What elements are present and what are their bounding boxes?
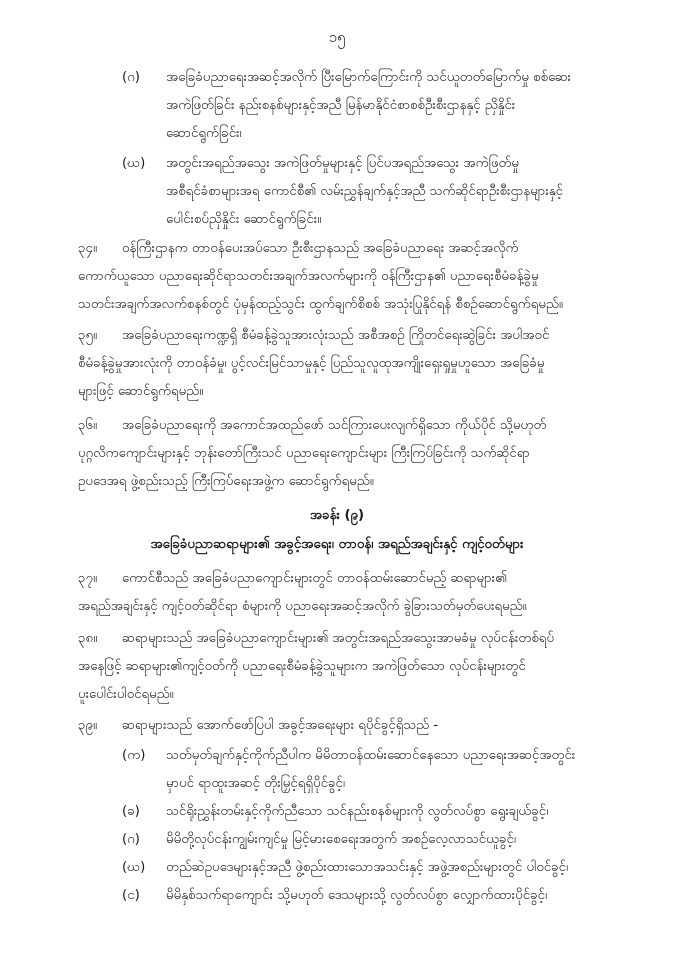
text-line: အတွင်းအရည်အသွေး အကဲဖြတ်မှုများနှင့် ပြင်ပအရည်အသွေး အကဲဖြတ်မှု	[166, 156, 519, 171]
text-line: ဆောင်ရွက်ခြင်း၊	[166, 126, 242, 141]
subitem-label-gha: (ဃ)	[122, 156, 146, 171]
subitem-ga2-text	[166, 826, 516, 854]
text-line: တည်ဆဲဥပဒေများနှင့်အညီ ဖွဲ့စည်းထားသောအသင်းနှင့် အဖွဲ့အစည်းများတွင် ပါဝင်ခွင့်၊	[166, 860, 569, 875]
text-line: ပေါင်းစပ်ညှိနှိုင်း ဆောင်ရွက်ခြင်း။	[166, 212, 322, 227]
section-35-text	[78, 322, 549, 406]
subitem-label-ga: (ဂ)	[122, 70, 140, 85]
section-39-text	[122, 712, 438, 740]
text-line: အခြေခံပညာရေးအဆင့်အလိုက် ပြီးမြောက်ကြောင်းကို သင်ယူတတ်မြောက်မှု စစ်ဆေး	[166, 70, 572, 85]
text-line: သတင်းအချက်အလက်စနစ်တွင် ပုံမှန်ထည့်သွင်း ထွက်ချက်စိစစ် အသုံးပြုနိုင်ရန် စီစဉ်ဆောင်ရွက်ရမည်။	[78, 297, 563, 312]
text-line: များဖြင့် ဆောင်ရွက်ရမည်။	[78, 384, 204, 399]
text-line: ပုဂ္ဂလိကကျောင်းများနှင့် ဘုန်းတော်ကြီးသင် ပညာရေးကျောင်းများ ကြီးကြပ်ခြင်းကို သက်ဆိုင်ရာ	[78, 446, 530, 461]
text-line: ကောက်ယူသော ပညာရေးဆိုင်ရာသတင်းအချက်အလက်များကို ဝန်ကြီးဌာန၏ ပညာရေးစီမံခန့်ခွဲမှု	[78, 269, 539, 284]
subitem-gha2-text	[166, 854, 568, 882]
section-number-35: ၃၅။	[78, 328, 97, 343]
subitem-label-ga2: (ဂ)	[122, 832, 140, 847]
text-line: ဆရာများသည် အောက်ဖော်ပြပါ အခွင့်အရေးများ ရပိုင်ခွင့်ရှိသည် -	[122, 718, 439, 733]
subitem-ga-text	[166, 64, 571, 148]
text-line: ကောင်စီသည် အခြေခံပညာကျောင်းများတွင် တာဝန်ထမ်းဆောင်မည့် ဆရာများ၏	[122, 571, 507, 586]
text-line: အရည်အချင်းနှင့် ကျင့်ဝတ်ဆိုင်ရာ စံများကို ပညာရေးအဆင့်အလိုက် ခွဲခြားသတ်မှတ်ပေးရမည်။	[78, 599, 527, 614]
subitem-label-gha2: (ဃ)	[122, 860, 146, 875]
subitem-nga-text	[166, 882, 547, 910]
chapter-subtitle: အခြေခံပညာဆရာများ၏ အခွင့်အရေး၊ တာဝန်၊ အရည်အချင်းနှင့် ကျင့်ဝတ်များ	[150, 537, 524, 552]
section-number-36: ၃၆။	[78, 418, 97, 433]
subitem-gha-text	[166, 150, 563, 234]
subitem-label-ka: (က)	[122, 748, 146, 763]
text-line: အနေဖြင့် ဆရာများ၏ကျင့်ဝတ်ကို ပညာရေးစီမံခန့်ခွဲသူများက အကဲဖြတ်သော လုပ်ငန်းများတွင်	[78, 659, 526, 674]
section-38-text	[78, 625, 554, 709]
text-line: မိမိတို့လုပ်ငန်းကျွမ်းကျင်မှု မြင့်မားစေရေးအတွက် အစဉ်လေ့လာသင်ယူခွင့်၊	[166, 832, 516, 847]
text-line: ဥပဒေအရ ဖွဲ့စည်းသည့် ကြီးကြပ်ရေးအဖွဲ့က ဆောင်ရွက်ရမည်။	[78, 474, 374, 489]
text-line: စီမံခန့်ခွဲမှုအားလုံးကို တာဝန်ခံမှု၊ ပွင့်လင်းမြင်သာမှုနှင့် ပြည်သူလူထုအကျိုးရှေးရှုမှုဟူသော အခြေခံမှု	[78, 356, 545, 371]
subitem-ka-text	[166, 742, 575, 798]
section-37-text	[78, 565, 527, 621]
text-line: အခြေခံပညာရေးကဏ္ဍရှိ စီမံခန့်ခွဲသူအားလုံးသည် အစီအစဉ် ကြိုတင်ရေးဆွဲခြင်း အပါအဝင်	[122, 328, 550, 343]
text-line: မှာပင် ရာထူးအဆင့် တိုးမြှင့်ရရှိပိုင်ခွင့်၊	[166, 776, 345, 791]
text-line: သတ်မှတ်ချက်နှင့်ကိုက်ညီပါက မိမိတာဝန်ထမ်းဆောင်နေသော ပညာရေးအဆင့်အတွင်း	[166, 748, 576, 763]
text-line: အကဲဖြတ်ခြင်း နည်းစနစ်များနှင့်အညီ မြန်မာနိုင်ငံစာစစ်ဦးစီးဌာနနှင့် ညှိနှိုင်း	[166, 98, 516, 113]
text-line: မိမိနှစ်သက်ရာကျောင်း သို့မဟုတ် ဒေသများသို့ လွတ်လပ်စွာ လျှောက်ထားပိုင်ခွင့်၊	[166, 888, 548, 903]
page-number: ၁၅	[328, 28, 346, 46]
text-line: အစီရင်ခံစာများအရ ကောင်စီ၏ လမ်းညွှန်ချက်နှင့်အညီ သက်ဆိုင်ရာဦးစီးဌာနများနှင့်	[166, 184, 563, 199]
section-number-34: ၃၄။	[78, 241, 97, 256]
text-line: ဆရာများသည် အခြေခံပညာကျောင်းများ၏ အတွင်းအရည်အသွေးအာမခံမှု လုပ်ငန်းတစ်ရပ်	[122, 631, 555, 646]
section-36-text	[78, 412, 546, 496]
chapter-title: အခန်း (၉)	[309, 508, 365, 523]
section-34-text	[78, 235, 563, 319]
subitem-label-nga: (င)	[122, 888, 140, 903]
section-number-37: ၃၇။	[78, 571, 97, 586]
text-line: သင်ရိုးညွှန်းတမ်းနှင့်ကိုက်ညီသော သင်နည်းစနစ်များကို လွတ်လပ်စွာ ရွေးချယ်ခွင့်၊	[166, 804, 549, 819]
text-line: ပူးပေါင်းပါဝင်ရမည်။	[78, 687, 174, 702]
text-line: အခြေခံပညာရေးကို အကောင်အထည်ဖော် သင်ကြားပေးလျက်ရှိသော ကိုယ်ပိုင် သို့မဟုတ်	[122, 418, 547, 433]
text-line: ဝန်ကြီးဌာနက တာဝန်ပေးအပ်သော ဦးစီးဌာနသည် အခြေခံပညာရေး အဆင့်အလိုက်	[122, 241, 519, 256]
section-number-39: ၃၉။	[78, 718, 97, 733]
subitem-label-kha: (ခ)	[122, 804, 140, 819]
section-number-38: ၃၈။	[78, 631, 98, 646]
subitem-kha-text	[166, 798, 548, 826]
